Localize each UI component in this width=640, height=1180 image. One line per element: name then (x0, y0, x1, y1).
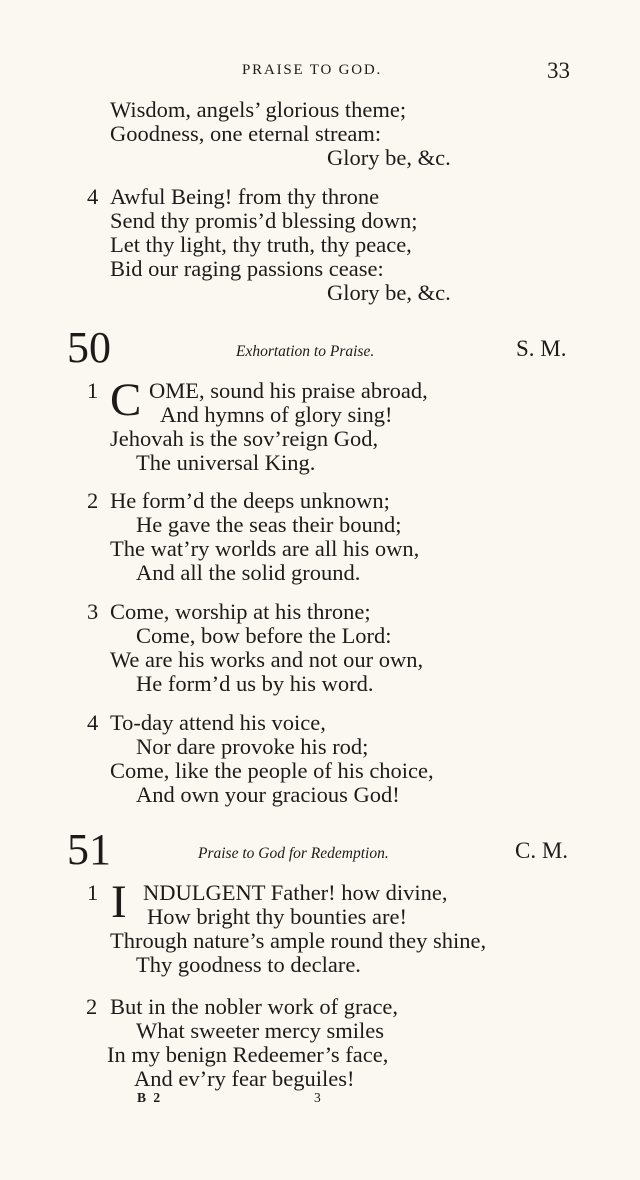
verse-line: The universal King. (136, 450, 316, 475)
verse-line: And all the solid ground. (136, 560, 361, 585)
drop-cap: C (110, 374, 142, 426)
running-title: PRAISE TO GOD. (242, 62, 383, 78)
verse-line: Awful Being! from thy throne (110, 184, 380, 209)
verse-line: And own your gracious God! (136, 782, 400, 807)
page-number: 33 (547, 58, 570, 83)
verse-line: NDULGENT Father! how divine, (143, 880, 448, 905)
verse-line: Through nature’s ample round they shine, (110, 928, 487, 953)
verse-line: Jehovah is the sov’reign God, (110, 426, 379, 451)
verse-line: He gave the seas their bound; (136, 512, 402, 537)
hymn-number: 51 (67, 825, 111, 874)
verse-line: He form’d us by his word. (136, 671, 374, 696)
verse-line: How bright thy bounties are! (147, 904, 407, 929)
drop-cap: I (111, 876, 127, 928)
sheet-number: 3 (314, 1090, 323, 1105)
verse-line: To-day attend his voice, (110, 710, 326, 735)
verse-number: 4 (87, 710, 99, 735)
verse-line: Bid our raging passions cease: (110, 256, 384, 281)
refrain-line: Glory be, &c. (327, 280, 451, 305)
verse-line: We are his works and not our own, (110, 647, 424, 672)
verse-number: 2 (86, 994, 98, 1019)
verse-line: Goodness, one eternal stream: (110, 121, 382, 146)
verse-line: The wat’ry worlds are all his own, (110, 536, 420, 561)
verse-line: But in the nobler work of grace, (110, 994, 399, 1019)
verse-number: 3 (87, 599, 99, 624)
verse-line: Send thy promis’d blessing down; (110, 208, 418, 233)
hymn-number: 50 (67, 323, 111, 372)
verse-number: 1 (87, 378, 99, 403)
verse-number: 2 (87, 488, 99, 513)
verse-line: And ev’ry fear beguiles! (134, 1066, 355, 1091)
verse-line: Come, worship at his throne; (110, 599, 371, 624)
verse-number: 1 (87, 880, 99, 905)
refrain-line: Glory be, &c. (327, 145, 451, 170)
verse-line: What sweeter mercy smiles (136, 1018, 385, 1043)
verse-line: In my benign Redeemer’s face, (107, 1042, 389, 1067)
hymn-title: Praise to God for Redemption. (198, 845, 389, 862)
verse-line: Nor dare provoke his rod; (136, 734, 369, 759)
verse-line: Let thy light, thy truth, thy peace, (110, 232, 412, 257)
verse-line: Thy goodness to declare. (136, 952, 361, 977)
hymn-meter: S. M. (516, 336, 567, 361)
verse-line: OME, sound his praise abroad, (149, 378, 428, 403)
verse-line: Come, like the people of his choice, (110, 758, 434, 783)
verse-line: Wisdom, angels’ glorious theme; (110, 97, 407, 122)
hymn-title: Exhortation to Praise. (236, 343, 375, 360)
verse-number: 4 (87, 184, 99, 209)
signature-mark: B 2 (137, 1090, 163, 1105)
verse-line: Come, bow before the Lord: (136, 623, 392, 648)
verse-line: He form’d the deeps unknown; (110, 488, 390, 513)
verse-line: And hymns of glory sing! (160, 402, 393, 427)
hymn-meter: C. M. (515, 838, 569, 863)
